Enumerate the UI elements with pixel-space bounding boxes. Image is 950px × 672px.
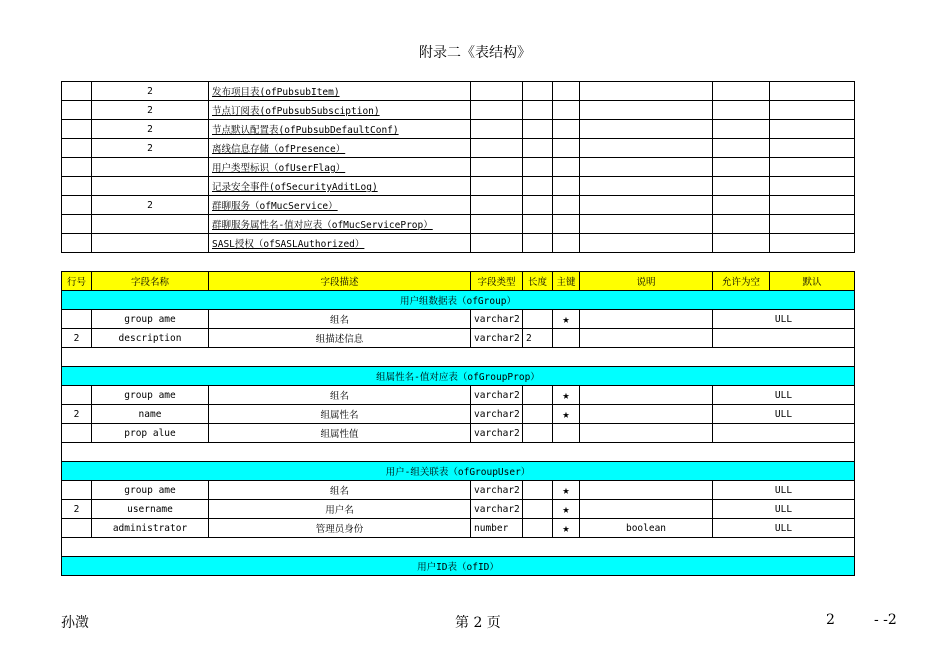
index-blank-cell: [553, 177, 580, 196]
index-blank-cell: [523, 139, 553, 158]
row-number: [62, 386, 92, 405]
table-row: [62, 500, 855, 519]
index-blank-cell: [471, 177, 523, 196]
header-nullable: 允许为空: [713, 272, 770, 291]
index-row: [62, 82, 855, 101]
index-blank-cell: [523, 82, 553, 101]
field-type: varchar2: [471, 424, 523, 443]
header-note: 说明: [580, 272, 713, 291]
index-row: [62, 196, 855, 215]
index-blank-cell: [713, 139, 770, 158]
section-header: [62, 291, 855, 310]
index-blank-cell: [471, 158, 523, 177]
footer-author: 孙澂: [61, 615, 89, 631]
index-blank-cell: [553, 82, 580, 101]
index-blank-cell: [553, 158, 580, 177]
note: [580, 424, 713, 443]
field-name: group ame: [92, 386, 209, 405]
section-title: 用户-组关联表（ofGroupUser）: [62, 462, 855, 481]
index-blank-cell: [713, 234, 770, 253]
index-blank-cell: [553, 196, 580, 215]
field-name: prop alue: [92, 424, 209, 443]
index-blank-cell: [770, 196, 855, 215]
row-number: 2: [62, 405, 92, 424]
length: [523, 519, 553, 538]
note: [580, 310, 713, 329]
index-blank-cell: [713, 196, 770, 215]
nullable: ULL: [713, 386, 855, 405]
index-table-link[interactable]: 节点默认配置表(ofPubsubDefaultConf): [209, 120, 471, 139]
field-name: description: [92, 329, 209, 348]
primary-key: [553, 329, 580, 348]
index-number: 2: [92, 82, 209, 101]
index-row: [62, 139, 855, 158]
index-row: [62, 101, 855, 120]
field-type: varchar2: [471, 405, 523, 424]
field-desc: 组属性名: [209, 405, 471, 424]
field-desc: 组描述信息: [209, 329, 471, 348]
index-blank-cell: [553, 101, 580, 120]
note: [580, 481, 713, 500]
primary-key: ★: [553, 519, 580, 538]
index-blank-cell: [713, 177, 770, 196]
field-desc: 组名: [209, 386, 471, 405]
index-blank-cell: [580, 177, 713, 196]
length: [523, 310, 553, 329]
index-blank-cell: [523, 234, 553, 253]
footer-page-number: 第 2 页: [455, 615, 501, 631]
field-type: varchar2: [471, 386, 523, 405]
table-row: [62, 329, 855, 348]
field-desc: 管理员身份: [209, 519, 471, 538]
spacer-row: [62, 443, 855, 462]
nullable: ULL: [713, 500, 855, 519]
index-blank-cell: [553, 120, 580, 139]
field-name: name: [92, 405, 209, 424]
length: [523, 405, 553, 424]
index-row: [62, 234, 855, 253]
index-blank-cell: [523, 120, 553, 139]
row-number: [62, 424, 92, 443]
index-blank-cell: [713, 120, 770, 139]
primary-key: ★: [553, 386, 580, 405]
header-field-name: 字段名称: [92, 272, 209, 291]
index-blank-cell: [523, 215, 553, 234]
field-desc: 用户名: [209, 500, 471, 519]
index-blank-cell: [471, 215, 523, 234]
header-row-number: 行号: [62, 272, 92, 291]
section-title: 用户ID表（ofID）: [62, 557, 855, 576]
row-number: 2: [62, 329, 92, 348]
field-type: number: [471, 519, 523, 538]
primary-key: ★: [553, 405, 580, 424]
index-number: [92, 234, 209, 253]
spacer-cell: [62, 348, 855, 367]
index-blank-cell: [580, 196, 713, 215]
row-number: 2: [62, 500, 92, 519]
index-row: [62, 177, 855, 196]
index-blank-cell: [770, 82, 855, 101]
index-table-link[interactable]: 发布项目表(ofPubsubItem): [209, 82, 471, 101]
index-blank-cell: [471, 196, 523, 215]
page-title: 附录二《表结构》: [419, 45, 531, 61]
index-table-link[interactable]: 群聊服务属性名-值对应表（ofMucServiceProp）: [209, 215, 471, 234]
index-blank-cell: [523, 177, 553, 196]
section-header: [62, 462, 855, 481]
primary-key: ★: [553, 500, 580, 519]
table-index: [61, 81, 855, 253]
header-primary-key: 主键: [553, 272, 580, 291]
row-number: [62, 481, 92, 500]
index-blank-cell: [770, 158, 855, 177]
index-number: [92, 158, 209, 177]
header-default: 默认: [770, 272, 855, 291]
index-table-link[interactable]: SASL授权（ofSASLAuthorized）: [209, 234, 471, 253]
note: boolean: [580, 519, 713, 538]
field-type: varchar2: [471, 310, 523, 329]
index-blank-cell: [523, 158, 553, 177]
index-blank-cell: [471, 234, 523, 253]
spacer-cell: [62, 538, 855, 557]
nullable: ULL: [713, 310, 855, 329]
header-field-desc: 字段描述: [209, 272, 471, 291]
table-row: [62, 405, 855, 424]
index-blank-cell: [580, 139, 713, 158]
index-blank-cell: [580, 82, 713, 101]
note: [580, 500, 713, 519]
table-row: [62, 481, 855, 500]
header-row: [62, 272, 855, 291]
nullable: ULL: [713, 519, 855, 538]
index-number: 2: [92, 101, 209, 120]
index-blank-cell: [770, 234, 855, 253]
table-row: [62, 519, 855, 538]
index-blank-cell: [580, 120, 713, 139]
nullable: ULL: [713, 481, 855, 500]
section-title: 用户组数据表（ofGroup）: [62, 291, 855, 310]
index-blank-cell: [62, 158, 92, 177]
length: 2: [523, 329, 553, 348]
index-blank-cell: [713, 101, 770, 120]
nullable: ULL: [713, 405, 855, 424]
section-header: [62, 367, 855, 386]
index-number: 2: [92, 196, 209, 215]
index-row: [62, 158, 855, 177]
field-desc: 组属性值: [209, 424, 471, 443]
section-header: [62, 557, 855, 576]
index-table-link[interactable]: 离线信息存储（ofPresence）: [209, 139, 471, 158]
primary-key: [553, 424, 580, 443]
length: [523, 500, 553, 519]
index-blank-cell: [553, 215, 580, 234]
spacer-row: [62, 348, 855, 367]
index-blank-cell: [713, 158, 770, 177]
index-blank-cell: [580, 234, 713, 253]
index-blank-cell: [523, 196, 553, 215]
index-number: [92, 177, 209, 196]
index-table-link[interactable]: 群聊服务（ofMucService）: [209, 196, 471, 215]
note: [580, 329, 713, 348]
index-blank-cell: [713, 215, 770, 234]
field-type: varchar2: [471, 481, 523, 500]
index-table-link[interactable]: 节点订阅表(ofPubsubSubsciption): [209, 101, 471, 120]
table-row: [62, 424, 855, 443]
index-table-link[interactable]: 用户类型标识（ofUserFlag）: [209, 158, 471, 177]
table-row: [62, 310, 855, 329]
index-blank-cell: [62, 234, 92, 253]
index-blank-cell: [553, 234, 580, 253]
index-blank-cell: [62, 177, 92, 196]
index-number: 2: [92, 120, 209, 139]
index-row: [62, 120, 855, 139]
field-desc: 组名: [209, 481, 471, 500]
index-blank-cell: [62, 120, 92, 139]
index-blank-cell: [553, 139, 580, 158]
index-blank-cell: [580, 158, 713, 177]
index-blank-cell: [770, 215, 855, 234]
index-blank-cell: [580, 101, 713, 120]
length: [523, 424, 553, 443]
index-blank-cell: [770, 120, 855, 139]
header-field-type: 字段类型: [471, 272, 523, 291]
index-blank-cell: [580, 215, 713, 234]
note: [580, 386, 713, 405]
footer-page-index: 2: [826, 612, 835, 628]
index-blank-cell: [770, 101, 855, 120]
table-structure: [61, 271, 855, 576]
index-number: 2: [92, 139, 209, 158]
spacer-row: [62, 538, 855, 557]
row-number: [62, 519, 92, 538]
index-blank-cell: [62, 82, 92, 101]
index-blank-cell: [770, 139, 855, 158]
index-blank-cell: [62, 196, 92, 215]
index-blank-cell: [770, 177, 855, 196]
field-type: varchar2: [471, 500, 523, 519]
nullable: [713, 424, 855, 443]
index-blank-cell: [523, 101, 553, 120]
footer-page-suffix: - -2: [874, 612, 897, 628]
field-name: group ame: [92, 310, 209, 329]
index-table-link[interactable]: 记录安全事件(ofSecurityAditLog): [209, 177, 471, 196]
primary-key: ★: [553, 310, 580, 329]
index-number: [92, 215, 209, 234]
index-blank-cell: [471, 139, 523, 158]
field-name: group ame: [92, 481, 209, 500]
primary-key: ★: [553, 481, 580, 500]
index-blank-cell: [62, 101, 92, 120]
section-title: 组属性名-值对应表（ofGroupProp）: [62, 367, 855, 386]
index-blank-cell: [471, 101, 523, 120]
index-blank-cell: [62, 215, 92, 234]
note: [580, 405, 713, 424]
index-blank-cell: [713, 82, 770, 101]
field-desc: 组名: [209, 310, 471, 329]
spacer-cell: [62, 443, 855, 462]
header-length: 长度: [523, 272, 553, 291]
length: [523, 386, 553, 405]
index-row: [62, 215, 855, 234]
field-name: username: [92, 500, 209, 519]
index-blank-cell: [471, 120, 523, 139]
index-blank-cell: [471, 82, 523, 101]
index-blank-cell: [62, 139, 92, 158]
nullable: [713, 329, 855, 348]
row-number: [62, 310, 92, 329]
field-type: varchar2: [471, 329, 523, 348]
field-name: administrator: [92, 519, 209, 538]
length: [523, 481, 553, 500]
table-row: [62, 386, 855, 405]
